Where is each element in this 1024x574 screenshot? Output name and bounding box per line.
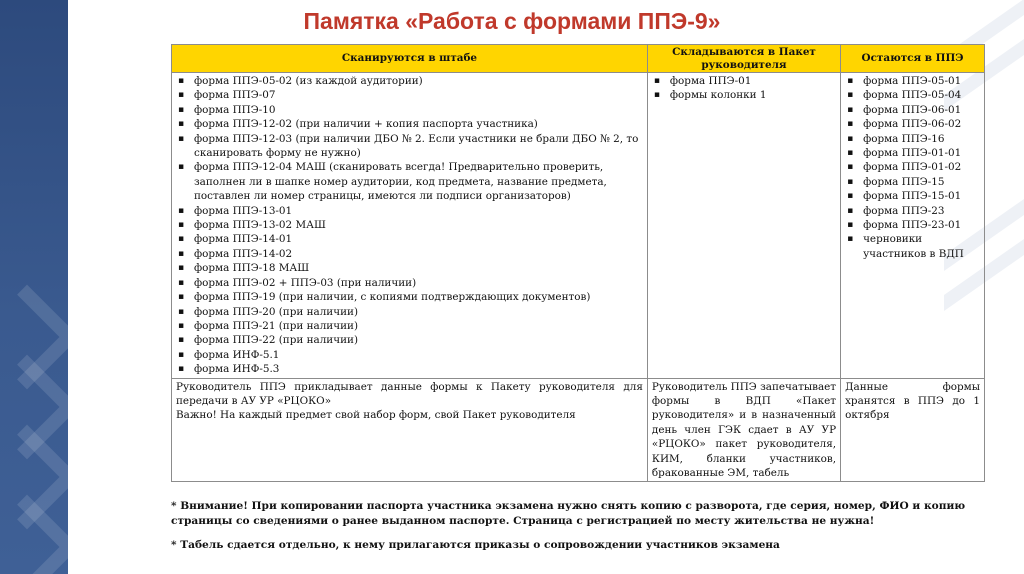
- cell-scanned-list: [172, 73, 648, 379]
- list-item: ▪ форма ППЭ-01: [652, 74, 836, 88]
- list-item: ▪ форма ППЭ-06-02: [845, 117, 980, 131]
- header-remain: Остаются в ППЭ: [841, 45, 985, 73]
- list-item: ▪ формы колонки 1: [652, 88, 836, 102]
- list-item: ▪ форма ППЭ-19 (при наличии, с копиями подтверждающих документов): [176, 290, 643, 304]
- notes-block: [171, 499, 985, 563]
- list-item: ▪ форма ППЭ-14-01: [176, 232, 643, 246]
- list-item: ▪ форма ППЭ-12-02 (при наличии + копия паспорта участника): [176, 117, 643, 131]
- page-title: Памятка «Работа с формами ППЭ-9»: [303, 8, 721, 34]
- header-packet: Складываются в Пакет руководителя: [647, 45, 840, 73]
- list-item: ▪ форма ППЭ-10: [176, 103, 643, 117]
- note-tabel: * Табель сдается отдельно, к нему прилагаются приказы о сопровождении участников экзамена: [171, 539, 780, 551]
- table-row: [172, 378, 985, 482]
- forms-table: [171, 44, 985, 482]
- list-item: ▪ форма ИНФ-5.3: [176, 362, 643, 376]
- list-item: ▪ форма ППЭ-01-01: [845, 146, 980, 160]
- list-item: ▪ форма ППЭ-20 (при наличии): [176, 305, 643, 319]
- list-item: ▪ форма ППЭ-07: [176, 88, 643, 102]
- header-scanned: Сканируются в штабе: [172, 45, 648, 73]
- list-item: ▪ форма ППЭ-14-02: [176, 247, 643, 261]
- list-item: ▪ форма ППЭ-13-02 МАШ: [176, 218, 643, 232]
- list-remain: [845, 74, 980, 261]
- list-item: ▪ черновики участников в ВДП: [845, 232, 980, 261]
- table-header-row: [172, 45, 985, 73]
- list-item: ▪ форма ИНФ-5.1: [176, 348, 643, 362]
- list-item: ▪ форма ППЭ-21 (при наличии): [176, 319, 643, 333]
- note-passport: * Внимание! При копировании паспорта участника экзамена нужно снять копию с разворота, где серия, номер, ФИО и копию страницы со сведениями о ранее выданном паспорте. Страница с регистрацией по месту жительства не нужна!: [171, 500, 966, 527]
- list-item: ▪ форма ППЭ-12-03 (при наличии ДБО № 2. Если участники не брали ДБО № 2, то сканировать форму не нужно): [176, 132, 643, 161]
- list-scanned: [176, 74, 643, 377]
- list-item: ▪ форма ППЭ-15: [845, 175, 980, 189]
- footer-scanned-important: Важно! На каждый предмет свой набор форм, свой Пакет руководителя: [176, 409, 576, 422]
- list-item: ▪ форма ППЭ-23-01: [845, 218, 980, 232]
- list-item: ▪ форма ППЭ-02 + ППЭ-03 (при наличии): [176, 276, 643, 290]
- list-item: ▪ форма ППЭ-12-04 МАШ (сканировать всегда! Предварительно проверить, заполнен ли в шапке номер аудитории, код предмета, название предмета, поставлен ли номер страницы, имеются ли подписи организаторов): [176, 160, 643, 203]
- left-decorative-band: [0, 0, 68, 574]
- footer-scanned-text: Руководитель ППЭ прикладывает данные формы к Пакету руководителя для передачи в АУ УР «РЦОКО»: [176, 380, 643, 407]
- list-packet: [652, 74, 836, 103]
- list-item: ▪ форма ППЭ-06-01: [845, 103, 980, 117]
- list-item: ▪ форма ППЭ-23: [845, 204, 980, 218]
- table-row: [172, 73, 985, 379]
- footer-scanned: [172, 378, 648, 482]
- list-item: ▪ форма ППЭ-05-04: [845, 88, 980, 102]
- list-item: ▪ форма ППЭ-16: [845, 132, 980, 146]
- cell-packet-list: [647, 73, 840, 379]
- list-item: ▪ форма ППЭ-05-02 (из каждой аудитории): [176, 74, 643, 88]
- list-item: ▪ форма ППЭ-01-02: [845, 160, 980, 174]
- list-item: ▪ форма ППЭ-15-01: [845, 189, 980, 203]
- footer-remain: Данные формы хранятся в ППЭ до 1 октября: [841, 378, 985, 482]
- list-item: ▪ форма ППЭ-05-01: [845, 74, 980, 88]
- footer-packet: Руководитель ППЭ запечатывает формы в ВДП «Пакет руководителя» и в назначенный день член ГЭК сдает в АУ УР «РЦОКО» пакет руководителя, КИМ, бланки участников, бракованные ЭМ, табель: [647, 378, 840, 482]
- list-item: ▪ форма ППЭ-22 (при наличии): [176, 333, 643, 347]
- list-item: ▪ форма ППЭ-18 МАШ: [176, 261, 643, 275]
- cell-remain-list: [841, 73, 985, 379]
- list-item: ▪ форма ППЭ-13-01: [176, 204, 643, 218]
